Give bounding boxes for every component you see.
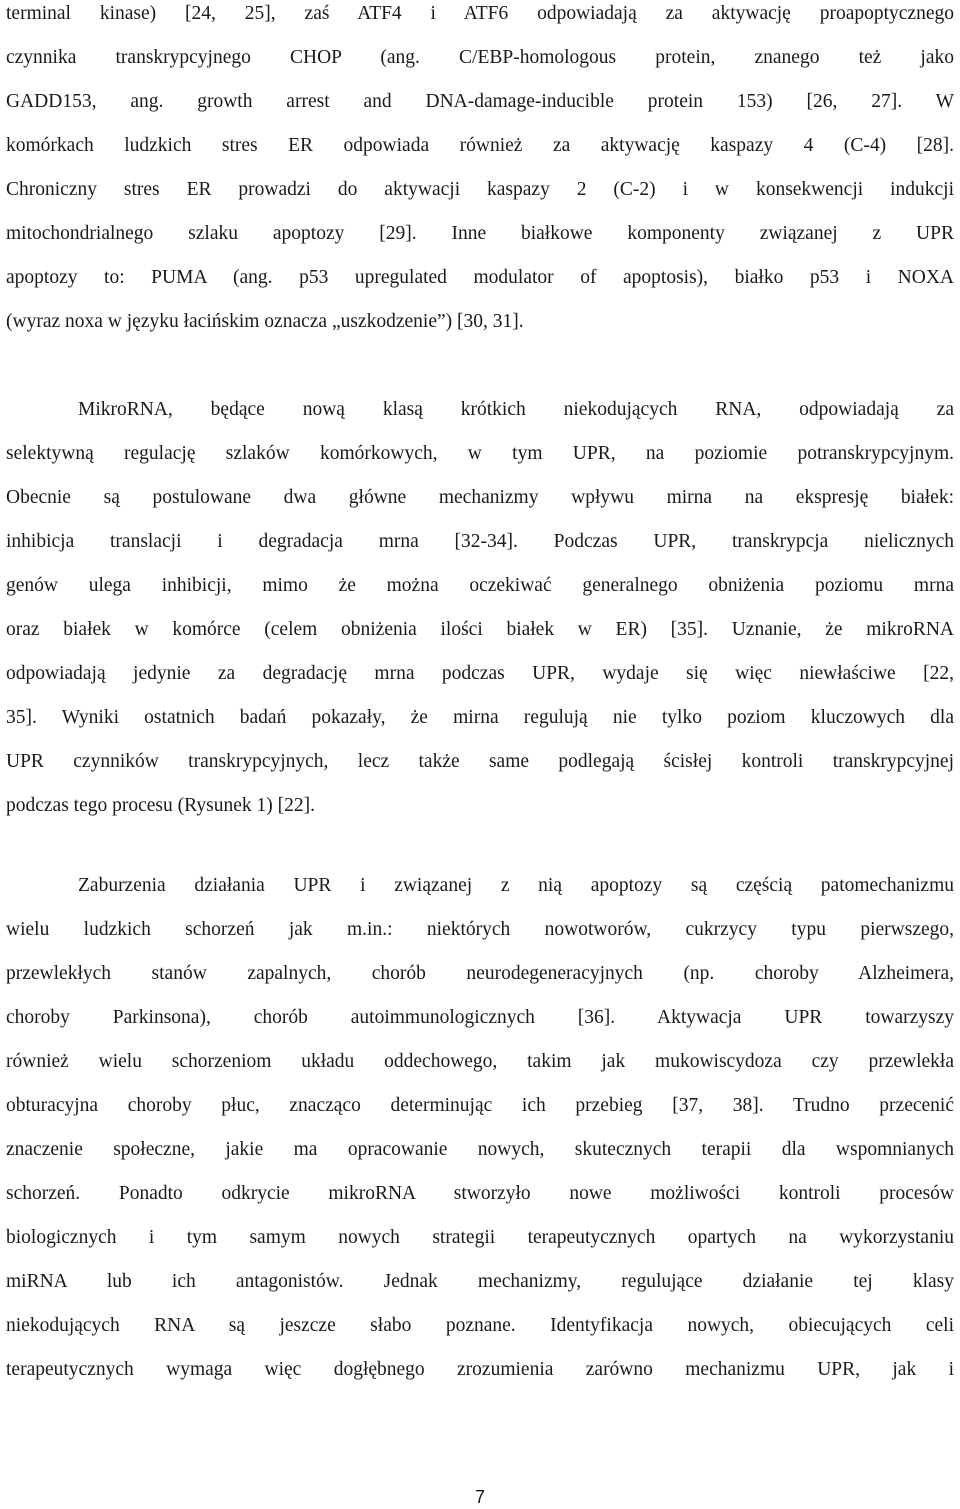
text-line: MikroRNA, będące nową klasą krótkich niekodujących RNA, odpowiadają za	[78, 399, 954, 420]
text-line: terminal kinase) [24, 25], zaś ATF4 i ATF6 odpowiadają za aktywację proapoptycznego	[6, 3, 954, 24]
text-line: Chroniczny stres ER prowadzi do aktywacji kaspazy 2 (C-2) i w konsekwencji indukcji	[6, 179, 954, 200]
text-line: komórkach ludzkich stres ER odpowiada również za aktywację kaspazy 4 (C-4) [28].	[6, 135, 954, 156]
text-line: GADD153, ang. growth arrest and DNA-damage-inducible protein 153) [26, 27]. W	[6, 91, 954, 112]
text-line: podczas tego procesu (Rysunek 1) [22].	[6, 795, 315, 816]
text-line: Obecnie są postulowane dwa główne mechanizmy wpływu mirna na ekspresję białek:	[6, 487, 954, 508]
text-line: obturacyjna choroby płuc, znacząco determinując ich przebieg [37, 38]. Trudno przecenić	[6, 1095, 954, 1116]
text-line: mitochondrialnego szlaku apoptozy [29]. Inne białkowe komponenty związanej z UPR	[6, 223, 954, 244]
text-line: 35]. Wyniki ostatnich badań pokazały, że mirna regulują nie tylko poziom kluczowych dla	[6, 707, 954, 728]
paragraph-microrna	[6, 388, 954, 828]
document-page	[6, 0, 954, 1509]
text-line: miRNA lub ich antagonistów. Jednak mechanizmy, regulujące działanie tej klasy	[6, 1271, 954, 1292]
text-line: odpowiadają jedynie za degradację mrna podczas UPR, wydaje się więc niewłaściwe [22,	[6, 663, 954, 684]
paragraph-apoptosis-upr	[6, 0, 954, 344]
text-line: terapeutycznych wymaga więc dogłębnego zrozumienia zarówno mechanizmu UPR, jak i	[6, 1359, 954, 1380]
text-line: schorzeń. Ponadto odkrycie mikroRNA stworzyło nowe możliwości kontroli procesów	[6, 1183, 954, 1204]
text-line: znaczenie społeczne, jakie ma opracowanie nowych, skutecznych terapii dla wspomnianych	[6, 1139, 954, 1160]
text-line: genów ulega inhibicji, mimo że można oczekiwać generalnego obniżenia poziomu mrna	[6, 575, 954, 596]
text-line: choroby Parkinsona), chorób autoimmunologicznych [36]. Aktywacja UPR towarzyszy	[6, 1007, 954, 1028]
text-line: również wielu schorzeniom układu oddechowego, takim jak mukowiscydoza czy przewlekła	[6, 1051, 954, 1072]
paragraph-diseases	[6, 864, 954, 1392]
text-line: Zaburzenia działania UPR i związanej z nią apoptozy są częścią patomechanizmu	[78, 875, 954, 896]
page-number: 7	[474, 1487, 485, 1507]
text-line: niekodujących RNA są jeszcze słabo poznane. Identyfikacja nowych, obiecujących celi	[6, 1315, 954, 1336]
text-line: apoptozy to: PUMA (ang. p53 upregulated modulator of apoptosis), białko p53 i NOXA	[6, 267, 954, 288]
text-line: wielu ludzkich schorzeń jak m.in.: niektórych nowotworów, cukrzycy typu pierwszego,	[6, 919, 954, 940]
text-line: selektywną regulację szlaków komórkowych, w tym UPR, na poziomie potranskrypcyjnym.	[6, 443, 954, 464]
text-line: oraz białek w komórce (celem obniżenia ilości białek w ER) [35]. Uznanie, że mikroRNA	[6, 619, 954, 640]
text-line: przewlekłych stanów zapalnych, chorób neurodegeneracyjnych (np. choroby Alzheimera,	[6, 963, 954, 984]
text-line: inhibicja translacji i degradacja mrna [32-34]. Podczas UPR, transkrypcja nielicznych	[6, 531, 954, 552]
text-line: (wyraz noxa w języku łacińskim oznacza „uszkodzenie”) [30, 31].	[6, 311, 524, 332]
text-line: biologicznych i tym samym nowych strategii terapeutycznych opartych na wykorzystaniu	[6, 1227, 954, 1248]
text-line: czynnika transkrypcyjnego CHOP (ang. C/EBP-homologous protein, znanego też jako	[6, 47, 954, 68]
text-line: UPR czynników transkrypcyjnych, lecz także same podlegają ścisłej kontroli transkrypcyjnej	[6, 751, 954, 772]
